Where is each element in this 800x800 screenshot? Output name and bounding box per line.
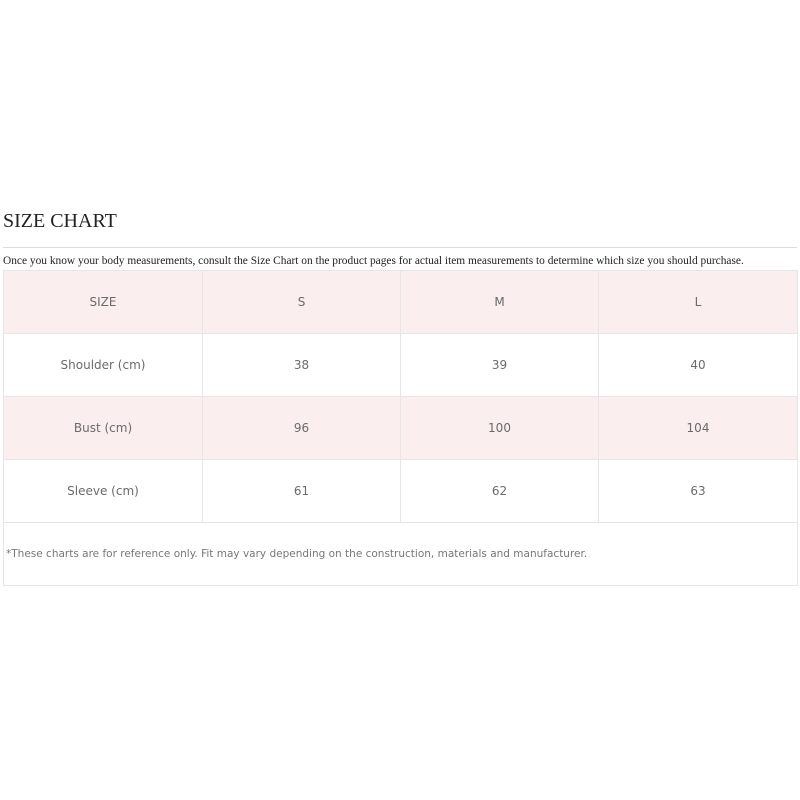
table-cell: 104	[599, 397, 798, 460]
page-title: SIZE CHART	[3, 210, 117, 232]
table-cell: 96	[203, 397, 401, 460]
header-cell-m: M	[401, 271, 599, 334]
table-note-row	[4, 523, 798, 586]
table-cell: 39	[401, 334, 599, 397]
table-header-row	[4, 271, 798, 334]
table-row-bust	[4, 397, 798, 460]
header-cell-l: L	[599, 271, 798, 334]
table-cell: 40	[599, 334, 798, 397]
intro-text: Once you know your body measurements, consult the Size Chart on the product pages for actual item measurements to determine which size you should purchase.	[3, 255, 744, 267]
table-row-shoulder	[4, 334, 798, 397]
table-cell: 61	[203, 460, 401, 523]
row-label: Sleeve (cm)	[4, 460, 203, 523]
header-cell-s: S	[203, 271, 401, 334]
table-cell: 62	[401, 460, 599, 523]
reference-note: *These charts are for reference only. Fit may vary depending on the construction, materials and manufacturer.	[4, 523, 798, 586]
row-label: Shoulder (cm)	[4, 334, 203, 397]
table-cell: 38	[203, 334, 401, 397]
table-cell: 63	[599, 460, 798, 523]
size-chart-table	[3, 270, 798, 586]
table-row-sleeve	[4, 460, 798, 523]
title-divider	[3, 247, 797, 248]
row-label: Bust (cm)	[4, 397, 203, 460]
header-cell-size: SIZE	[4, 271, 203, 334]
table-cell: 100	[401, 397, 599, 460]
